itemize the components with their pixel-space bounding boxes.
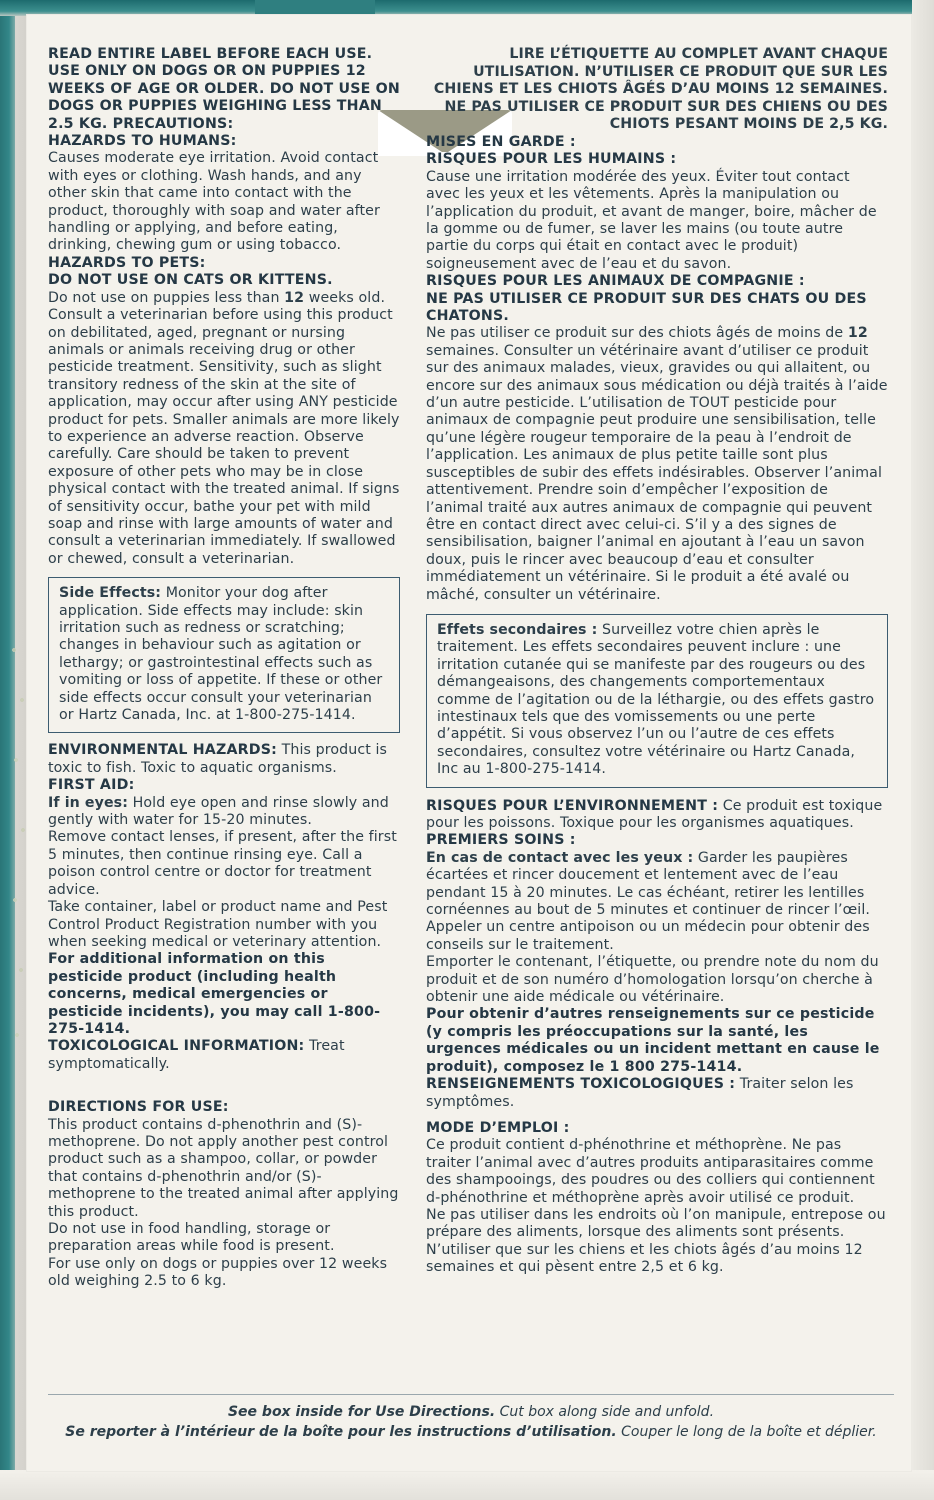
- en-hazards-to-pets-body: [48, 290, 400, 569]
- fr-side-effects-label: Effets secondaires :: [437, 621, 598, 638]
- fr-directions-heading: MODE D’EMPLOI :: [426, 1119, 570, 1136]
- fr-side-effects-box: [426, 614, 888, 788]
- en-hazards-to-humans-heading: HAZARDS TO HUMANS:: [48, 133, 237, 150]
- fr-directions-body-3: N’utiliser que sur les chiens et les chiots âgés d’au moins 12 semaines et qui pèsent entre 2,5 et 6 kg.: [426, 1241, 863, 1276]
- fr-additional-information: Pour obtenir d’autres renseignements sur ce pesticide (y compris les préoccupations sur la santé, les urgences médicales ou un incident mettant en cause le produit), composez le 1 800 275-1414.: [426, 1006, 880, 1075]
- footer-instructions: [48, 1394, 894, 1442]
- en-side-effects-label: Side Effects:: [59, 585, 162, 602]
- carton-top-teal-block: [255, 0, 375, 14]
- fr-side-effects-body: Surveillez votre chien après le traitement. Les effets secondaires peuvent inclure : une irritation cutanée qui se manifeste par des rougeurs ou des démangeaisons, des changements comportementaux comme de l’agitation ou de la léthargie, ou des effets gastro intestinaux tels que des vomissements ou une perte d’appétit. Si vous observez l’un ou l’autre de ces effets secondaires, consultez votre vétérinaire ou Hartz Canada, Inc au 1-800-275-1414.: [437, 621, 875, 778]
- en-toxicological-label: TOXICOLOGICAL INFORMATION:: [48, 1038, 305, 1055]
- french-column: [426, 46, 888, 1277]
- en-hazards-to-humans-body: Causes moderate eye irritation. Avoid contact with eyes or clothing. Wash hands, and any other skin that came into contact with the product, thoroughly with soap and water after handling or applying, and before eating, drinking, chewing gum or using tobacco.: [48, 150, 380, 254]
- en-side-effects-text: [59, 585, 389, 724]
- en-hazards-pets-body-part1: Do not use on puppies less than: [48, 289, 285, 306]
- printed-label-face: [26, 14, 912, 1472]
- en-directions-body-2: Do not use in food handling, storage or preparation areas while food is present.: [48, 1221, 335, 1255]
- fr-first-aid-eyes: [426, 850, 888, 954]
- fr-first-aid-heading: PREMIERS SOINS :: [426, 832, 576, 849]
- fr-precautions-heading: MISES EN GARDE :: [426, 133, 576, 150]
- en-read-entire-label: READ ENTIRE LABEL BEFORE EACH USE. USE ONLY ON DOGS OR ON PUPPIES 12 WEEKS OF AGE OR OLDER. DO NOT USE ON DOGS OR PUPPIES WEIGHING LESS THAN 2.5 KG. PRECAUTIONS:: [48, 46, 400, 132]
- carton-bottom-edge: [0, 1470, 934, 1500]
- carton-right-edge: [912, 0, 934, 1500]
- fr-first-aid-eyes-label: En cas de contact avec les yeux :: [426, 849, 694, 866]
- en-directions-heading: DIRECTIONS FOR USE:: [48, 1099, 229, 1116]
- en-directions-body-3: For use only on dogs or puppies over 12 weeks old weighing 2.5 to 6 kg.: [48, 1255, 388, 1290]
- footer-divider: [48, 1394, 894, 1395]
- en-spacer: [48, 1073, 400, 1099]
- en-environmental-hazards-body: This product is toxic to fish. Toxic to aquatic organisms.: [48, 742, 388, 776]
- fr-toxicological-label: RENSEIGNEMENTS TOXICOLOGIQUES :: [426, 1076, 736, 1093]
- en-environmental-hazards-label: ENVIRONMENTAL HAZARDS:: [48, 742, 278, 759]
- footer-en-bold: See box inside for Use Directions.: [227, 1404, 496, 1420]
- en-toxicological-body: Treat symptomatically.: [48, 1038, 345, 1072]
- en-directions-body-1: This product contains d-phenothrin and (S)-methoprene. Do not apply another pest control product such as a shampoo, collar, or powder that contains d-phenothrin and/or (S)-methoprene to the treated animal after applying this product.: [48, 1116, 399, 1220]
- fr-directions-body-2: Ne pas utiliser dans les endroits où l’on manipule, entrepose ou prépare des aliments, lorsque des aliments sont présents.: [426, 1206, 886, 1241]
- en-first-aid-body-2: Remove contact lenses, if present, after the first 5 minutes, then continue rinsing eye. Call a poison control centre or doctor for treatment advice.: [48, 829, 397, 898]
- fr-side-effects-text: [437, 622, 877, 779]
- en-do-not-use-cats-heading: DO NOT USE ON CATS OR KITTENS.: [48, 272, 333, 289]
- fr-hazards-pets-weeks: 12: [847, 325, 868, 342]
- en-side-effects-body: Monitor your dog after application. Side effects may include: skin irritation such as redness or scratching; changes in behaviour such as agitation or lethargy; or gastrointestinal effects such as vomiting or loss of appetite. If these or other side effects occur consult your veterinarian or Hartz Canada, Inc. at 1-800-275-1414.: [59, 585, 383, 724]
- en-hazards-pets-body-part2: weeks old. Consult a veterinarian before using this product on debilitated, aged, pregnant or nursing animals or animals receiving drug or other pesticide treatment. Sensitivity, such as slight transitory redness of the skin at the site of application, may occur after using ANY pesticide product for pets. Smaller animals are more likely to experience an adverse reaction. Observe carefully. Care should be taken to prevent exposure of other pets who may be in close physical contact with the treated animal. If signs of sensitivity occur, bathe your pet with mild soap and rinse with large amounts of water and consult a veterinarian immediately. If swallowed or chewed, consult a veterinarian.: [48, 289, 400, 567]
- fr-hazards-pets-body-part1: Ne pas utiliser ce produit sur des chiots âgés de moins de: [426, 325, 848, 342]
- fr-environmental-hazards-label: RISQUES POUR L’ENVIRONNEMENT :: [426, 797, 719, 814]
- fr-first-aid-eyes-body: Garder les paupières écartées et rincer doucement et lentement avec de l’eau pendant 15 à 20 minutes. Le cas échéant, retirer les lentilles cornéennes au bout de 5 minutes et continuer de rincer l’œil. Appeler un centre antipoison ou un médecin pour obtenir des conseils sur le traitement.: [426, 849, 870, 953]
- english-column: [48, 46, 400, 1291]
- fr-spacer: [426, 1111, 888, 1120]
- fr-hazards-to-humans-heading: RISQUES POUR LES HUMAINS :: [426, 151, 677, 168]
- footer-line-en: [48, 1402, 894, 1422]
- en-first-aid-eyes: [48, 795, 400, 830]
- en-toxicological-information: [48, 1038, 400, 1073]
- fr-first-aid-body-2: Emporter le contenant, l’étiquette, ou prendre note du nom du produit et de son numéro d’homologation lorsqu’on cherche à obtenir une aide médicale ou vétérinaire.: [426, 954, 879, 1006]
- fr-read-entire-label: LIRE L’ÉTIQUETTE AU COMPLET AVANT CHAQUE UTILISATION. N’UTILISER CE PRODUIT QUE SUR LES CHIENS ET LES CHIOTS ÂGÉS D’AU MOINS 12 SEMAINES. NE PAS UTILISER CE PRODUIT SUR DES CHIENS OU DES CHIOTS PESANT MOINS DE 2,5 KG.: [433, 46, 888, 133]
- en-side-effects-box: [48, 577, 400, 733]
- footer-line-fr: [48, 1422, 894, 1442]
- en-hazards-pets-weeks: 12: [284, 289, 305, 306]
- fr-hazards-to-humans-body: Cause une irritation modérée des yeux. Éviter tout contact avec les yeux et les vêtements. Après la manipulation ou l’application du produit, et avant de manger, boire, mâcher de la gomme ou de fumer, se laver les mains (ou toute autre partie du corps qui était en contact avec le produit) soigneusement avec de l’eau et du savon.: [426, 168, 877, 272]
- en-first-aid-heading: FIRST AID:: [48, 777, 135, 794]
- fr-directions-body-1: Ce produit contient d-phénothrine et méthoprène. Ne pas traiter l’animal avec d’autres produits antiparasitaires comme des shampooings, des poudres ou des colliers qui contiennent d-phénothrine et méthoprène après avoir utilisé ce produit.: [426, 1137, 875, 1206]
- en-environmental-hazards: [48, 742, 400, 777]
- fr-environmental-hazards: [426, 798, 888, 833]
- fr-toxicological-information: [426, 1076, 888, 1111]
- fr-toxicological-body: Traiter selon les symptômes.: [426, 1076, 854, 1110]
- footer-fr-bold: Se reporter à l’intérieur de la boîte pour les instructions d’utilisation.: [65, 1424, 617, 1440]
- fr-hazards-to-pets-heading: RISQUES POUR LES ANIMAUX DE COMPAGNIE :: [426, 273, 805, 290]
- en-first-aid-body-3: Take container, label or product name and Pest Control Product Registration number with you when seeking medical or veterinary attention.: [48, 899, 388, 950]
- fr-hazards-pets-body-part2: semaines. Consulter un vétérinaire avant d’utiliser ce produit sur des animaux malades, vieux, gravides ou qui allaitent, ou encore sur des animaux sous médication ou déjà traités à l’aide d’un autre pesticide. L’utilisation de TOUT pesticide pour animaux de compagnie peut produire une sensibilisation, telle qu’une légère rougeur temporaire de la peau à l’endroit de l’application. Les animaux de plus petite taille sont plus susceptibles de subir des effets indésirables. Observer l’animal attentivement. Prendre soin d’empêcher l’exposition de l’animal traité aux autres animaux de compagnie qui peuvent être en contact direct avec celui-ci. S’il y a des signes de sensibilisation, baigner l’animal en ajoutant à l’eau un savon doux, puis le rincer avec beaucoup d’eau et consulter immédiatement un vétérinaire. Si le produit a été avalé ou mâché, consulter un vétérinaire.: [426, 342, 888, 603]
- fr-environmental-hazards-body: Ce produit est toxique pour les poissons. Toxique pour les organismes aquatiques.: [426, 797, 883, 831]
- fr-do-not-use-cats-heading: NE PAS UTILISER CE PRODUIT SUR DES CHATS OU DES CHATONS.: [426, 290, 867, 325]
- fr-hazards-to-pets-body: [426, 325, 888, 604]
- en-first-aid-eyes-label: If in eyes:: [48, 794, 129, 811]
- en-hazards-to-pets-heading: HAZARDS TO PETS:: [48, 254, 206, 271]
- footer-en-rest: Cut box along side and unfold.: [495, 1404, 715, 1420]
- en-additional-information: For additional information on this pesticide product (including health concerns, medical emergencies or pesticide incidents), you may call 1-800-275-1414.: [48, 951, 381, 1037]
- en-first-aid-eyes-body: Hold eye open and rinse slowly and gently with water for 15-20 minutes.: [48, 794, 389, 829]
- two-column-layout: [26, 14, 912, 1472]
- footer-fr-rest: Couper le long de la boîte et déplier.: [616, 1424, 877, 1440]
